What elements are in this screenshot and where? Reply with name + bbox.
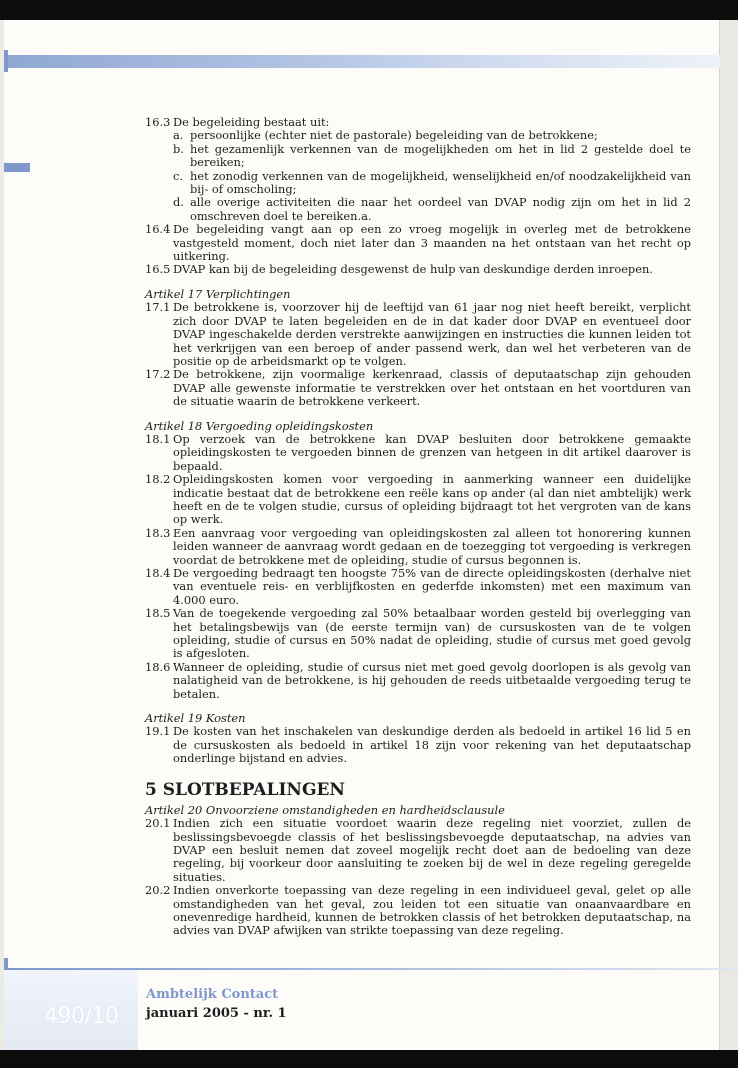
item-text: het zonodig verkennen van de mogelijkheid, wenselijkheid en/of noodzakelijkheid van bij- of omscholing;	[190, 168, 691, 197]
clause-16-3	[145, 116, 691, 223]
clause-19-1	[145, 725, 691, 765]
clause-number: 16.5	[145, 262, 171, 277]
list-item	[173, 196, 691, 223]
item-text: alle overige activiteiten die naar het oordeel van DVAP nodig zijn om het in lid 2 omschreven doel te bereiken.a.	[190, 195, 691, 223]
section-heading: 5 SLOTBEPALINGEN	[145, 779, 345, 800]
article-19-title: Artikel 19 Kosten	[145, 711, 246, 726]
header-color-bar	[4, 55, 720, 68]
clause-16-4	[145, 223, 691, 263]
page-left-strip	[0, 20, 4, 1050]
item-letter: c.	[173, 168, 184, 183]
clause-17-1	[145, 301, 691, 368]
clause-text: Indien zich een situatie voordoet waarin deze regeling niet voorziet, zullen de beslissingsbevoegde classis of het beslissingsbevoegde deputaatschap, na advies van DVAP een besluit nemen dat zoveel mogelijk recht doet aan de bedoeling van deze regeling, bij voorkeur door aansluiting te zoeken bij de wel in deze regeling geregelde situaties.	[173, 816, 691, 884]
clause-text: De vergoeding bedraagt ten hoogste 75% van de directe opleidingskosten (derhalve niet van eventuele reis- en verblijfkosten en gederfde inkomsten) met een maximum van 4.000 euro.	[173, 566, 691, 607]
item-letter: a.	[173, 128, 184, 143]
clause-18-1	[145, 433, 691, 473]
clause-text: Indien onverkorte toepassing van deze regeling in een individueel geval, gelet op alle omstandigheden van het geval, zou leiden tot een situatie van onaanvaardbare en onevenredige hardheid, kunnen de betrokken classis of het betrokken deputaatschap, na advies van DVAP afwijken van strikte toepassing van deze regeling.	[173, 883, 691, 938]
clause-text: De betrokkene, zijn voormalige kerkenraad, classis of deputaatschap zijn gehouden DVAP alle gewenste informatie te verstrekken over het ontstaan en het voortduren van de situatie waarin de betrokkene verkeert.	[173, 367, 691, 409]
clause-18-6	[145, 661, 691, 701]
article-18-title: Artikel 18 Vergoeding opleidingskosten	[145, 418, 374, 433]
item-letter: d.	[173, 195, 184, 210]
clause-number: 20.1	[145, 816, 171, 831]
clause-text: DVAP kan bij de begeleiding desgewenst de hulp van deskundige derden inroepen.	[173, 262, 653, 277]
item-text: het gezamenlijk verkennen van de mogelijkheden om het in lid 2 gestelde doel te bereiken;	[190, 141, 691, 170]
clause-text: De begeleiding bestaat uit:	[173, 115, 330, 129]
clause-18-3	[145, 527, 691, 567]
scan-top-edge	[0, 0, 738, 20]
clause-number: 18.5	[145, 606, 171, 621]
clause-number: 18.6	[145, 659, 171, 674]
left-margin-tab	[4, 163, 30, 172]
clause-number: 18.2	[145, 472, 171, 487]
clause-18-2	[145, 473, 691, 527]
clause-text: De betrokkene is, voorzover hij de leeftijd van 61 jaar nog niet heeft bereikt, verplicht zich door DVAP te laten begeleiden en de in dat kader door DVAP en eventueel door DVAP ingeschakelde derden verstrekte aanwijzingen en instructies die kunnen leiden tot het verkrijgen van een beroep of ander passend werk, dan wel het verbeteren van de positie op de arbeidsmarkt op te volgen.	[173, 300, 691, 368]
scan-bottom-edge	[0, 1050, 738, 1068]
clause-20-2	[145, 884, 691, 938]
item-text: persoonlijke (echter niet de pastorale) begeleiding van de betrokkene;	[190, 128, 598, 143]
clause-20-1	[145, 817, 691, 884]
page-right-gutter	[719, 20, 738, 1050]
list-item	[173, 143, 691, 170]
clause-text: Op verzoek van de betrokkene kan DVAP besluiten door betrokkene gemaakte opleidingskosten te vergoeden binnen de grenzen van hetgeen in dit artikel daarover is bepaald.	[173, 431, 691, 473]
clause-number: 17.2	[145, 367, 171, 382]
clause-number: 18.4	[145, 566, 171, 580]
article-20-title: Artikel 20 Onvoorziene omstandigheden en hardheidsclausule	[145, 802, 505, 817]
clause-number: 18.1	[145, 431, 171, 446]
clause-number: 19.1	[145, 724, 171, 739]
clause-text: De begeleiding vangt aan op een zo vroeg mogelijk in overleg met de betrokkene vastgesteld moment, doch niet later dan 3 maanden na het ontstaan van het recht op uitkering.	[173, 222, 691, 264]
item-letter: b.	[173, 141, 184, 156]
clause-text: Een aanvraag voor vergoeding van opleidingskosten zal alleen tot honorering kunnen leiden wanneer de aanvraag wordt gedaan en de toezegging tot vergoeding is verkregen voordat de betrokkene met de opleiding, studie of cursus begonnen is.	[173, 525, 691, 567]
issue-label: januari 2005 - nr. 1	[146, 1006, 287, 1021]
clause-text: De kosten van het inschakelen van deskundige derden als bedoeld in artikel 16 lid 5 en de cursuskosten als bedoeld in artikel 18 zijn voor rekening van het deputaatschap onderlinge bijstand en advies.	[173, 724, 691, 766]
clause-18-5	[145, 607, 691, 661]
list-item	[173, 129, 691, 142]
document-body	[145, 116, 691, 938]
clause-text: Wanneer de opleiding, studie of cursus niet met goed gevolg doorlopen is als gevolg van nalatigheid van de betrokkene, is hij gehouden de reeds uitbetaalde vergoeding terug te betalen.	[173, 659, 691, 701]
left-margin-mark	[4, 50, 8, 72]
clause-16-5	[145, 263, 691, 276]
list-item	[173, 170, 691, 197]
magazine-title: Ambtelijk Contact	[146, 987, 279, 1002]
page-number: 490/10	[44, 1004, 119, 1029]
clause-number: 16.3	[145, 115, 171, 129]
clause-text: Opleidingskosten komen voor vergoeding in aanmerking wanneer een duidelijke indicatie bestaat dat de betrokkene een reële kans op ander (al dan niet ambtelijk) werk heeft en de te volgen studie, cursus of opleiding bijdraagt tot het vergroten van de kans op werk.	[173, 472, 691, 527]
clause-number: 17.1	[145, 300, 171, 315]
clause-18-4	[145, 567, 691, 607]
clause-text: Van de toegekende vergoeding zal 50% betaalbaar worden gesteld bij overlegging van het betalingsbewijs van (de eerste termijn van) de cursuskosten van de te volgen opleiding, studie of cursus en 50% nadat de opleiding, studie of cursus met goed gevolg is afgesloten.	[173, 606, 691, 661]
clause-number: 20.2	[145, 883, 171, 898]
clause-16-3-items	[173, 129, 691, 223]
clause-number: 16.4	[145, 222, 171, 237]
article-17-title: Artikel 17 Verplichtingen	[145, 286, 291, 301]
clause-17-2	[145, 368, 691, 408]
clause-number: 18.3	[145, 525, 171, 540]
